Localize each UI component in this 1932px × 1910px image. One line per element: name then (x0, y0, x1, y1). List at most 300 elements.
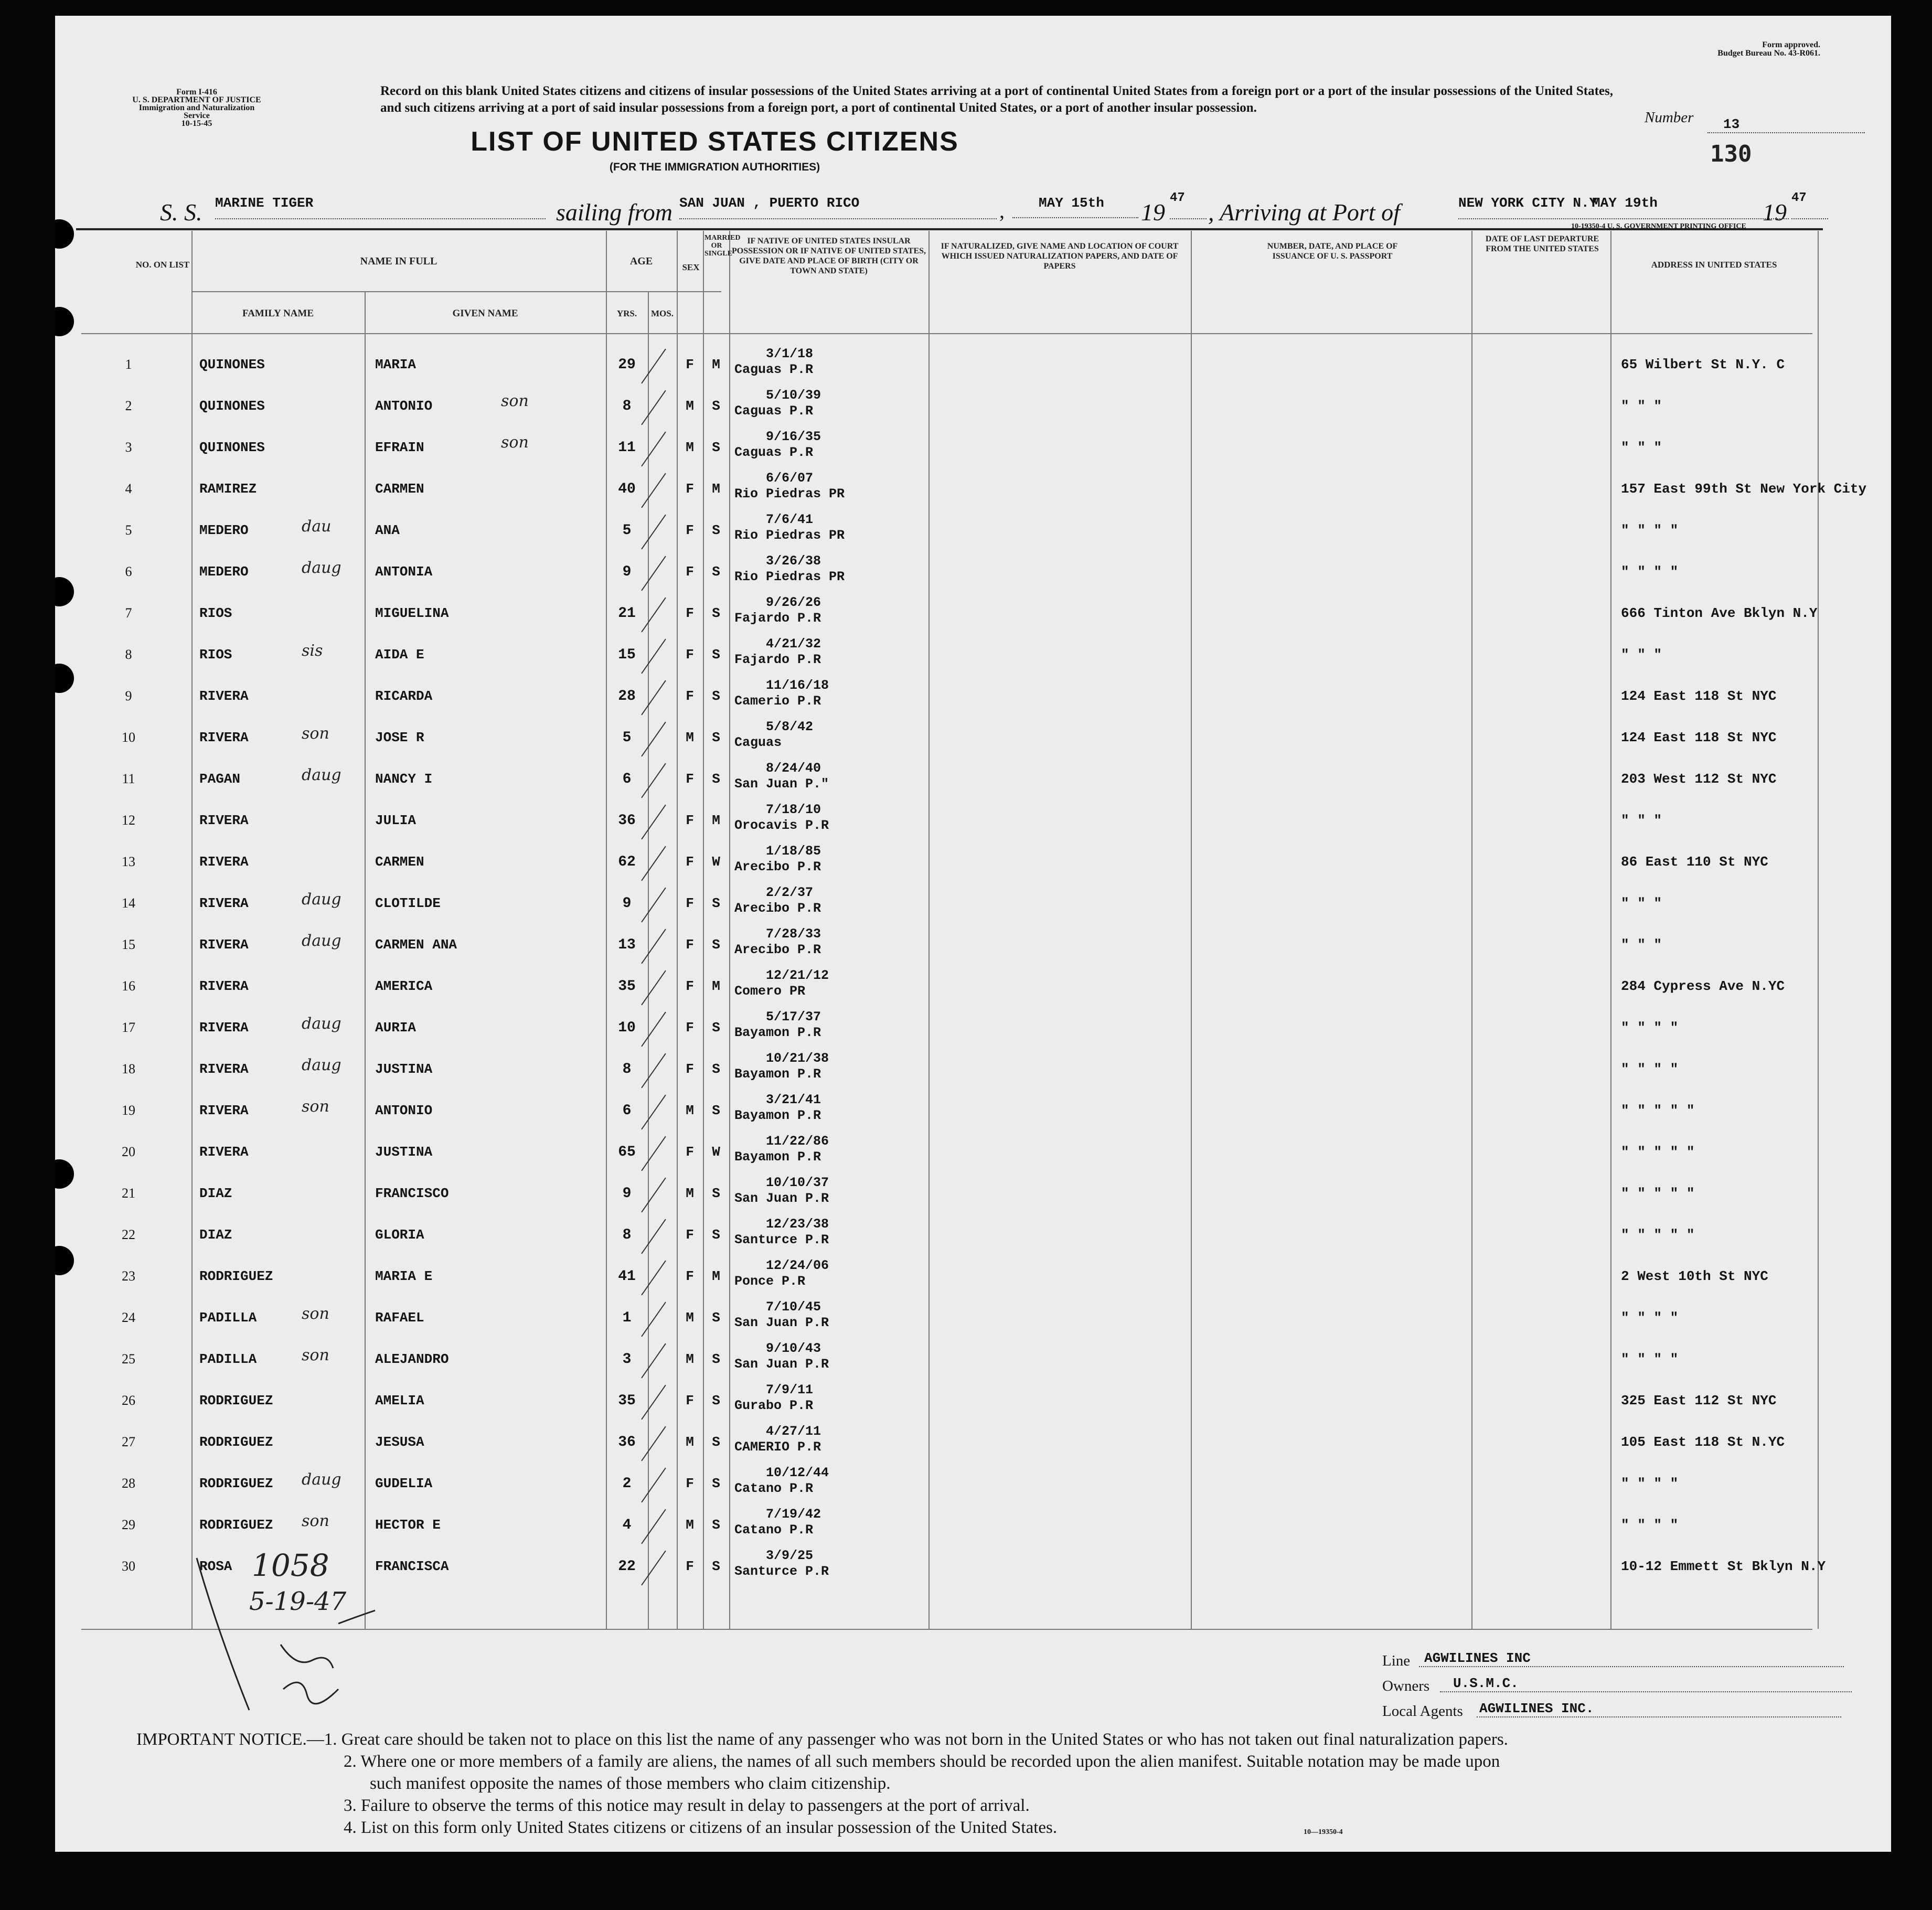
marital-status: S (712, 522, 720, 538)
row-number: 3 (125, 440, 132, 455)
birth-date: 7/9/11 (766, 1382, 814, 1397)
manifest-page (55, 16, 1891, 1852)
header-married: MARRIED OR SINGLE (705, 234, 741, 258)
line-row (1382, 1647, 1865, 1673)
given-name: GUDELIA (375, 1476, 433, 1491)
family-name: RIOS (199, 605, 232, 621)
marital-status: M (712, 357, 720, 372)
arrival-year: 47 (1791, 191, 1828, 219)
address: " " " " " (1621, 1227, 1695, 1243)
family-name: RIOS (199, 647, 232, 663)
age-years: 65 (618, 1144, 636, 1160)
age-years: 4 (622, 1517, 632, 1533)
row-number: 26 (122, 1393, 135, 1408)
relation-note: son (302, 1305, 329, 1323)
family-name: QUINONES (199, 357, 265, 372)
age-years: 29 (618, 357, 636, 373)
sail-date: MAY 15th (1012, 195, 1138, 218)
table-row (81, 968, 1812, 1013)
table-row (81, 802, 1812, 848)
birth-place: San Juan P." (734, 776, 829, 792)
table-row (81, 512, 1812, 558)
birth-date: 12/23/38 (766, 1217, 829, 1232)
birth-place: CAMERIO P.R (734, 1439, 821, 1455)
budget-bureau: Budget Bureau No. 43-R061. (1717, 49, 1820, 58)
marital-status: S (712, 937, 720, 953)
marital-status: S (712, 1310, 720, 1326)
from-port: SAN JUAN , PUERTO RICO (679, 195, 997, 219)
header-no: NO. ON LIST (135, 260, 190, 270)
ditto-slash (641, 1178, 666, 1213)
notice-item-1: —1. Great care should be taken not to place on this list the name of any passenger who was not born in the United States or who has not taken out final naturalization papers. (306, 1730, 1508, 1749)
birth-date: 10/10/37 (766, 1175, 829, 1190)
birth-date: 7/28/33 (766, 926, 821, 942)
punch-hole (55, 1159, 74, 1189)
birth-date: 9/10/43 (766, 1341, 821, 1356)
top-rule (76, 228, 1823, 230)
table-row (81, 719, 1812, 765)
row-number: 23 (122, 1268, 135, 1284)
table-row (81, 553, 1812, 599)
family-name: RODRIGUEZ (199, 1393, 273, 1409)
address: " " " (1621, 813, 1662, 828)
sex: F (686, 1476, 694, 1491)
form-number: Form I-416 (176, 88, 217, 97)
row-number: 17 (122, 1020, 135, 1035)
birth-date: 7/6/41 (766, 512, 814, 527)
relation-note: daug (302, 1015, 341, 1033)
age-years: 3 (622, 1351, 632, 1368)
family-name: QUINONES (199, 398, 265, 414)
address: " " " " (1621, 1517, 1679, 1533)
ditto-slash (641, 888, 666, 923)
sex: M (686, 1103, 694, 1118)
given-name: JOSE R (375, 730, 424, 745)
family-name: ROSA (199, 1559, 232, 1574)
address: 124 East 118 St NYC (1621, 730, 1777, 745)
table-row (81, 1465, 1812, 1511)
given-name: ANTONIO (375, 398, 433, 414)
sex: M (686, 1351, 694, 1367)
table-row (81, 595, 1818, 641)
ditto-slash (641, 1509, 666, 1544)
arrival-year-prefix: 19 (1763, 199, 1787, 226)
ditto-slash (641, 432, 666, 467)
marital-status: M (712, 813, 720, 828)
birth-place: San Juan P.R (734, 1357, 829, 1372)
header-family: FAMILY NAME (242, 308, 314, 319)
address: " " " " (1621, 522, 1679, 538)
instructions: Record on this blank United States citizens and citizens of insular possessions of the United States arriving at a port of continental United States from a foreign port or a port of the insular possessions of the United States, and such citizens arriving at a port of said insular possessions from a foreign port, a port of continental United States, or a port of another insular possession. (380, 84, 1613, 115)
age-years: 8 (622, 1061, 632, 1077)
ditto-slash (641, 1053, 666, 1089)
birth-date: 5/8/42 (766, 719, 814, 734)
given-name: RAFAEL (375, 1310, 424, 1326)
ditto-slash (641, 515, 666, 550)
birth-date: 5/10/39 (766, 388, 821, 403)
row-number: 13 (122, 854, 135, 869)
number-value: 13 (1707, 116, 1865, 133)
age-years: 5 (622, 522, 632, 539)
row-number: 16 (122, 978, 135, 994)
ditto-slash (641, 1219, 666, 1254)
marital-status: S (712, 1351, 720, 1367)
given-name: JULIA (375, 813, 417, 828)
age-years: 41 (618, 1268, 636, 1285)
age-years: 10 (618, 1020, 636, 1036)
ditto-slash (641, 1343, 666, 1379)
birth-place: Bayamon P.R (734, 1108, 821, 1123)
punch-hole (55, 1246, 74, 1275)
birth-place: Caguas P.R (734, 403, 814, 419)
table-row (81, 1258, 1812, 1304)
birth-date: 12/21/12 (766, 968, 829, 983)
address: 666 Tinton Ave Bklyn N.Y (1621, 605, 1818, 621)
given-name: AIDA E (375, 647, 424, 663)
given-name: NANCY I (375, 771, 433, 787)
header-divider (191, 291, 721, 292)
birth-place: Caguas (734, 735, 782, 750)
table-row (81, 1424, 1812, 1469)
row-number: 19 (122, 1103, 135, 1118)
address: " " " " (1621, 1476, 1679, 1491)
birth-place: Santurce P.R (734, 1564, 829, 1579)
header-departure: DATE OF LAST DEPARTURE FROM THE UNITED STATES (1485, 234, 1599, 253)
family-name: RIVERA (199, 895, 249, 911)
row-number: 21 (122, 1186, 135, 1201)
ditto-slash (641, 846, 666, 881)
family-name: RODRIGUEZ (199, 1476, 273, 1491)
family-name: PADILLA (199, 1310, 257, 1326)
relation-note: son (501, 433, 529, 452)
ditto-slash (641, 1012, 666, 1047)
birth-date: 7/18/10 (766, 802, 821, 817)
family-name: RODRIGUEZ (199, 1268, 273, 1284)
marital-status: S (712, 688, 720, 704)
address: 2 West 10th St NYC (1621, 1268, 1768, 1284)
relation-note: daug (302, 1470, 341, 1489)
given-name: JUSTINA (375, 1061, 433, 1077)
birth-place: Bayamon P.R (734, 1025, 821, 1040)
page-title: LIST OF UNITED STATES CITIZENS (471, 126, 959, 157)
sex: M (686, 1434, 694, 1450)
comma: , (999, 199, 1005, 222)
punch-hole (55, 307, 74, 336)
number-field (1707, 116, 1865, 133)
family-name: RODRIGUEZ (199, 1434, 273, 1450)
address: " " " (1621, 895, 1662, 911)
marital-status: M (712, 481, 720, 497)
relation-note: daug (302, 559, 341, 577)
birth-place: Gurabo P.R (734, 1398, 814, 1413)
sex: F (686, 1393, 694, 1409)
age-years: 9 (622, 1186, 632, 1202)
year-prefix: 19 (1141, 199, 1165, 226)
row-number: 27 (122, 1434, 135, 1449)
address: " " " (1621, 647, 1662, 663)
relation-note: son (501, 392, 529, 410)
marital-status: S (712, 1186, 720, 1201)
ditto-slash (641, 805, 666, 840)
birth-date: 3/21/41 (766, 1092, 821, 1107)
number-label: Number (1645, 109, 1694, 126)
agents-row (1382, 1700, 1865, 1726)
row-number: 14 (122, 895, 135, 911)
line-value: AGWILINES INC (1419, 1650, 1844, 1667)
arriving-label: , Arriving at Port of (1208, 199, 1400, 226)
row-number: 1 (125, 357, 132, 372)
important-notice (136, 1728, 1867, 1839)
marital-status: S (712, 1434, 720, 1450)
age-years: 22 (618, 1559, 636, 1575)
ditto-slash (641, 1551, 666, 1586)
marital-status: S (712, 647, 720, 663)
family-name: DIAZ (199, 1186, 232, 1201)
birth-place: Catano P.R (734, 1481, 814, 1496)
sex: M (686, 398, 694, 414)
relation-note: son (302, 1346, 329, 1364)
birth-date: 2/2/37 (766, 885, 814, 900)
ditto-slash (641, 1136, 666, 1171)
table-row (81, 1092, 1812, 1138)
marital-status: S (712, 1227, 720, 1243)
row-number: 2 (125, 398, 132, 413)
relation-note: daug (302, 1056, 341, 1074)
family-name: RIVERA (199, 688, 249, 704)
age-years: 9 (622, 895, 632, 912)
family-name: RODRIGUEZ (199, 1517, 273, 1533)
given-name: ALEJANDRO (375, 1351, 449, 1367)
birth-date: 5/17/37 (766, 1009, 821, 1025)
sex: F (686, 605, 694, 621)
age-years: 13 (618, 937, 636, 953)
birth-date: 10/21/38 (766, 1051, 829, 1066)
age-years: 62 (618, 854, 636, 870)
birth-date: 12/24/06 (766, 1258, 829, 1273)
given-name: CARMEN ANA (375, 937, 457, 953)
carrier-block (1382, 1647, 1865, 1726)
birth-place: Bayamon P.R (734, 1149, 821, 1165)
ditto-slash (641, 1385, 666, 1420)
given-name: AMELIA (375, 1393, 424, 1409)
given-name: ANTONIO (375, 1103, 433, 1118)
sex: F (686, 813, 694, 828)
passenger-table (81, 231, 1867, 1629)
sex: F (686, 481, 694, 497)
table-row (81, 429, 1812, 475)
age-years: 8 (622, 1227, 632, 1243)
arrival-date: MAY 19th (1592, 195, 1658, 211)
owners-label: Owners (1382, 1678, 1430, 1694)
family-name: MEDERO (199, 564, 249, 580)
approved-text: Form approved. (1762, 40, 1820, 49)
row-number: 22 (122, 1227, 135, 1242)
age-years: 21 (618, 605, 636, 622)
sex: F (686, 1227, 694, 1243)
relation-note: son (302, 1097, 329, 1116)
row-number: 20 (122, 1144, 135, 1159)
birth-date: 4/21/32 (766, 636, 821, 652)
table-row (81, 885, 1812, 931)
birth-place: Caguas P.R (734, 362, 814, 377)
address: " " " (1621, 440, 1662, 455)
given-name: MARIA E (375, 1268, 433, 1284)
given-name: ANTONIA (375, 564, 433, 580)
marital-status: W (712, 854, 720, 870)
table-row (81, 636, 1812, 682)
given-name: ANA (375, 522, 400, 538)
annotation-date: 5-19-47 (249, 1587, 347, 1616)
given-name: MARIA (375, 357, 417, 372)
birth-place: Santurce P.R (734, 1232, 829, 1247)
given-name: RICARDA (375, 688, 433, 704)
birth-place: San Juan P.R (734, 1315, 829, 1330)
table-row (81, 1217, 1812, 1262)
age-years: 8 (622, 398, 632, 414)
table-row (81, 678, 1812, 723)
relation-note: son (302, 1512, 329, 1530)
form-date: 10-15-45 (181, 119, 212, 128)
given-name: CARMEN (375, 854, 424, 870)
family-name: RIVERA (199, 854, 249, 870)
family-name: RIVERA (199, 1144, 249, 1160)
ditto-slash (641, 1302, 666, 1337)
address: 284 Cypress Ave N.YC (1621, 978, 1785, 994)
table-row (81, 1175, 1812, 1221)
marital-status: S (712, 1517, 720, 1533)
age-years: 9 (622, 564, 632, 580)
sex: M (686, 1517, 694, 1533)
sex: F (686, 854, 694, 870)
birth-place: Rio Piedras PR (734, 569, 845, 584)
sex: F (686, 1061, 694, 1077)
given-name: HECTOR E (375, 1517, 441, 1533)
age-years: 6 (622, 771, 632, 787)
birth-place: Fajardo P.R (734, 611, 821, 626)
row-number: 30 (122, 1559, 135, 1574)
address: " " " " (1621, 1351, 1679, 1367)
birth-date: 10/12/44 (766, 1465, 829, 1480)
age-years: 1 (622, 1310, 632, 1326)
sail-year: 47 (1170, 191, 1207, 219)
row-number: 28 (122, 1476, 135, 1491)
family-name: QUINONES (199, 440, 265, 455)
family-name: RIVERA (199, 978, 249, 994)
sex: F (686, 647, 694, 663)
table-row (81, 761, 1812, 806)
birth-place: Rio Piedras PR (734, 528, 845, 543)
relation-note: daug (302, 932, 341, 950)
birth-place: Bayamon P.R (734, 1066, 821, 1082)
form-code: 10—19350-4 (1304, 1828, 1343, 1836)
agents-value: AGWILINES INC. (1477, 1701, 1841, 1717)
family-name: PAGAN (199, 771, 241, 787)
owners-value: U.S.M.C. (1440, 1676, 1852, 1692)
row-number: 29 (122, 1517, 135, 1532)
sex: M (686, 440, 694, 455)
age-years: 36 (618, 813, 636, 829)
row-number: 5 (125, 522, 132, 538)
row-number: 6 (125, 564, 132, 579)
ditto-slash (641, 473, 666, 508)
relation-note: dau (302, 517, 332, 536)
punch-hole (55, 577, 74, 606)
marital-status: S (712, 1393, 720, 1409)
ditto-slash (641, 556, 666, 591)
age-years: 6 (622, 1103, 632, 1119)
marital-status: S (712, 895, 720, 911)
birth-date: 8/24/40 (766, 761, 821, 776)
header-passport: NUMBER, DATE, AND PLACE OF ISSUANCE OF U. S. PASSPORT (1267, 242, 1398, 261)
family-name: DIAZ (199, 1227, 232, 1243)
form-approval (1689, 41, 1820, 58)
table-row (81, 1382, 1812, 1428)
notice-item-2: 2. Where one or more members of a family are aliens, the names of all such members should be recorded upon the alien manifest. Suitable notation may be made upon (344, 1752, 1500, 1771)
birth-place: Camerio P.R (734, 693, 821, 709)
birth-date: 4/27/11 (766, 1424, 821, 1439)
marital-status: S (712, 1020, 720, 1036)
ss-label: S. S. (160, 199, 202, 226)
birth-date: 11/22/86 (766, 1134, 829, 1149)
age-years: 35 (618, 978, 636, 995)
sex: F (686, 1020, 694, 1036)
print-code: 10-19350-4 U. S. GOVERNMENT PRINTING OFFICE (1571, 222, 1746, 230)
birth-place: Caguas P.R (734, 445, 814, 460)
birth-date: 3/9/25 (766, 1548, 814, 1563)
sex: F (686, 1559, 694, 1574)
header-address: ADDRESS IN UNITED STATES (1651, 260, 1777, 270)
ditto-slash (641, 639, 666, 674)
sex: F (686, 564, 694, 580)
address: " " " " " (1621, 1103, 1695, 1118)
header-name: NAME IN FULL (360, 255, 437, 267)
form-id (129, 88, 265, 127)
ditto-slash (641, 1261, 666, 1296)
notice-title: IMPORTANT NOTICE. (136, 1730, 307, 1749)
row-number: 15 (122, 937, 135, 952)
marital-status: M (712, 1268, 720, 1284)
given-name: MIGUELINA (375, 605, 449, 621)
ditto-slash (641, 390, 666, 425)
relation-note: sis (302, 642, 323, 660)
row-number: 25 (122, 1351, 135, 1367)
ditto-slash (641, 1426, 666, 1461)
owners-row (1382, 1673, 1865, 1700)
ditto-slash (641, 597, 666, 633)
ditto-slash (641, 1095, 666, 1130)
col-divider (1818, 231, 1819, 1629)
ditto-slash (641, 349, 666, 384)
birth-place: Fajardo P.R (734, 652, 821, 667)
sex: F (686, 1268, 694, 1284)
birth-date: 6/6/07 (766, 471, 814, 486)
address: " " " (1621, 937, 1662, 953)
notice-item-4: 4. List on this form only United States citizens or citizens of an insular possession of the United States. (344, 1818, 1058, 1837)
header-age: AGE (629, 255, 653, 267)
address: " " " " (1621, 1310, 1679, 1326)
marital-status: S (712, 440, 720, 455)
marital-status: S (712, 771, 720, 787)
birth-place: Comero PR (734, 984, 806, 999)
sex: F (686, 1144, 694, 1160)
row-number: 24 (122, 1310, 135, 1325)
table-row (81, 1134, 1812, 1179)
given-name: JESUSA (375, 1434, 424, 1450)
birth-place: Arecibo P.R (734, 901, 821, 916)
given-name: CLOTILDE (375, 895, 441, 911)
header-rule (81, 333, 1812, 334)
given-name: FRANCISCA (375, 1559, 449, 1574)
